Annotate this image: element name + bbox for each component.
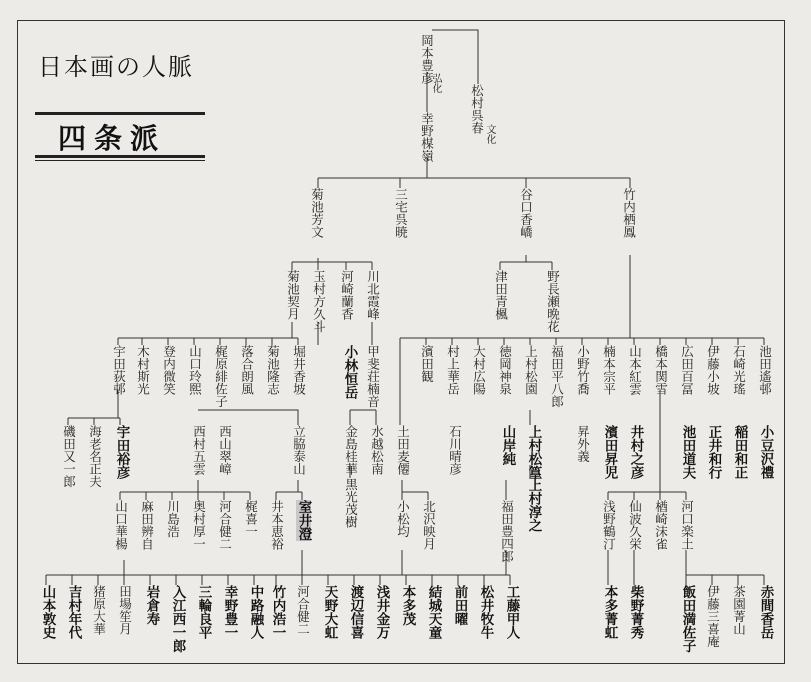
person-gai: 昇外義 (575, 425, 591, 463)
person-kikuchi_keigetsu: 菊池契月 (285, 270, 301, 320)
person-watanabe: 渡辺信喜 (347, 585, 364, 639)
person-kimura: 木村斯光 (135, 345, 151, 395)
person-uda_yuhiko: 宇田裕彦 (113, 425, 130, 479)
person-ikeda: 池田遙邨 (757, 345, 773, 395)
person-matsumura: 松村呉春 (469, 84, 485, 134)
person-kawasaki: 河崎蘭香 (339, 270, 355, 320)
page-title: 日本画の人脈 (38, 53, 194, 81)
person-kozawa: 小豆沢禮 (757, 425, 774, 479)
person-kajiwara: 梶原緋佐子 (213, 345, 229, 408)
person-hirota: 広田百冨 (679, 345, 695, 395)
person-kitazawa: 北沢映月 (421, 500, 437, 550)
person-honda_shigeru: 本多茂 (399, 585, 416, 626)
person-ii: 井本恵裕 (269, 500, 285, 550)
person-miyake: 三宅呉暁 (393, 188, 409, 238)
person-uda: 宇田荻邨 (111, 345, 127, 395)
person-akama: 赤間香岳 (757, 585, 774, 639)
person-hamada_shoji: 濱田昇児 (601, 425, 618, 479)
person-taba: 田場笙月 (117, 585, 133, 635)
person-nakaji: 中路融人 (247, 585, 264, 639)
person-isoda: 磯田又一郎 (61, 425, 77, 488)
person-omura: 大村広陽 (471, 345, 487, 395)
person-kaji: 梶喜一 (243, 500, 259, 538)
person-uemura_shoko: 上村松篁 (525, 425, 542, 479)
person-hamada: 濱田観 (419, 345, 435, 383)
person-maeda: 前田曜 (451, 585, 468, 626)
person-kudo: 工藤甲人 (503, 585, 520, 639)
person-horii: 堀井香坡 (291, 345, 307, 395)
person-kawai_kenji: 河合健二 (295, 585, 311, 635)
person-tachiwaki: 立脇泰山 (291, 425, 307, 475)
person-shiono: 幸野楳嶺 (419, 112, 435, 162)
page-subtitle: 四条派 (58, 122, 167, 155)
person-hashimoto_kansetsu: 橋本関雪 (653, 345, 669, 395)
person-kai: 甲斐荘楠音 (365, 345, 381, 408)
person-tsuchida: 土田麦僊 (395, 425, 411, 475)
person-nishimura: 西村五雲 (191, 425, 207, 475)
person-matsui: 松井牧牛 (477, 585, 494, 639)
person-muroi: 室井澄 (295, 500, 312, 541)
person-uemura_shoen: 上村松園 (523, 345, 539, 395)
person-asano: 浅野鶴汀 (601, 500, 617, 550)
person-murakami: 村上華岳 (445, 345, 461, 395)
person-matsumura_era: 文化 (484, 124, 495, 144)
person-ochiai: 落合朗風 (239, 345, 255, 395)
person-kawaguchi: 河口楽土 (679, 500, 695, 550)
person-asada: 麻田辨自 (139, 500, 155, 550)
person-amano: 天野大虹 (321, 585, 338, 639)
person-kuroko: 黒光茂樹 (343, 478, 359, 528)
person-kikuchi_ryushi: 菊池隆志 (265, 345, 281, 395)
person-komatsu: 小松均 (395, 500, 411, 538)
person-yamamoto: 山本紅雲 (627, 345, 643, 395)
person-yamagishi: 山岸純 (499, 425, 516, 466)
person-kobayashi: 小林恒岳 (341, 345, 358, 399)
person-honda_seiko: 本多菁虹 (601, 585, 618, 639)
person-ebina: 海老名正夫 (87, 425, 103, 488)
person-ito: 伊藤小坡 (705, 345, 721, 395)
person-nishiyama: 西山翠嶂 (217, 425, 233, 475)
person-okumura: 奥村厚一 (191, 500, 207, 550)
person-asai: 浅井金万 (373, 585, 390, 639)
person-tamura: 玉村方久斗 (311, 270, 327, 333)
person-toyouchi: 登内微笑 (161, 345, 177, 395)
person-narasaki: 楢崎沫雀 (653, 500, 669, 550)
person-ono: 小野竹喬 (575, 345, 591, 395)
person-fukuda_toyoshiro: 福田豊四郎 (499, 500, 515, 563)
person-nonaga: 野長瀬晩花 (545, 270, 561, 333)
person-kawai: 河合健二 (217, 500, 233, 550)
person-irie: 入江西一郎 (169, 585, 186, 653)
person-okamoto_era: 弘化 (430, 73, 441, 93)
person-miwa: 三輪良平 (195, 585, 212, 639)
person-masai: 正井和行 (705, 425, 722, 479)
person-chaen: 茶園菁山 (731, 585, 747, 635)
person-ito_sanki: 伊藤三喜庵 (705, 585, 721, 648)
person-ishizaki: 石崎光瑤 (731, 345, 747, 395)
person-kusumoto: 楠本宗平 (601, 345, 617, 395)
person-inohara: 猪原大華 (91, 585, 107, 635)
person-tsuda: 津田青楓 (493, 270, 509, 320)
person-kono: 幸野豊一 (221, 585, 238, 639)
person-iidamitsu: 飯田満佐子 (679, 585, 696, 653)
person-yamaguchi_kayo: 山口華楊 (113, 500, 129, 550)
person-mizukoshi: 水越松南 (369, 425, 385, 475)
person-senba: 仙波久栄 (627, 500, 643, 550)
person-tokuoka: 徳岡神泉 (497, 345, 513, 395)
person-yamaguchi_reisho: 山口玲煕 (187, 345, 203, 395)
person-fukuda: 福田平八郎 (549, 345, 565, 408)
person-taniguchi: 谷口香嶠 (518, 188, 534, 238)
person-iwakura: 岩倉寿 (143, 585, 160, 626)
person-takeuchi_koichi: 竹内浩一 (269, 585, 286, 639)
person-inada: 稲田和正 (731, 425, 748, 479)
person-kikuchi_houbun: 菊池芳文 (309, 188, 325, 238)
person-kaneshima: 金島桂華 (343, 425, 359, 475)
person-ishikawa: 石川晴彦 (447, 425, 463, 475)
person-yuki: 結城天童 (425, 585, 442, 639)
person-yamamoto_atsushi: 山本敦史 (39, 585, 56, 639)
person-okamoto: 岡本豊彦 (419, 34, 435, 84)
person-takeuchi_seiho: 竹内栖鳳 (621, 188, 637, 238)
person-yoshimura: 吉村年代 (65, 585, 82, 639)
person-kawashima: 川島浩 (165, 500, 181, 538)
person-kawakita: 川北霞峰 (365, 270, 381, 320)
person-ikeda_michio: 池田道夫 (679, 425, 696, 479)
person-shibano: 柴野菁秀 (627, 585, 644, 639)
person-uemura_atsushi: 上村淳之 (525, 478, 542, 532)
person-imura: 井村之彦 (627, 425, 644, 479)
